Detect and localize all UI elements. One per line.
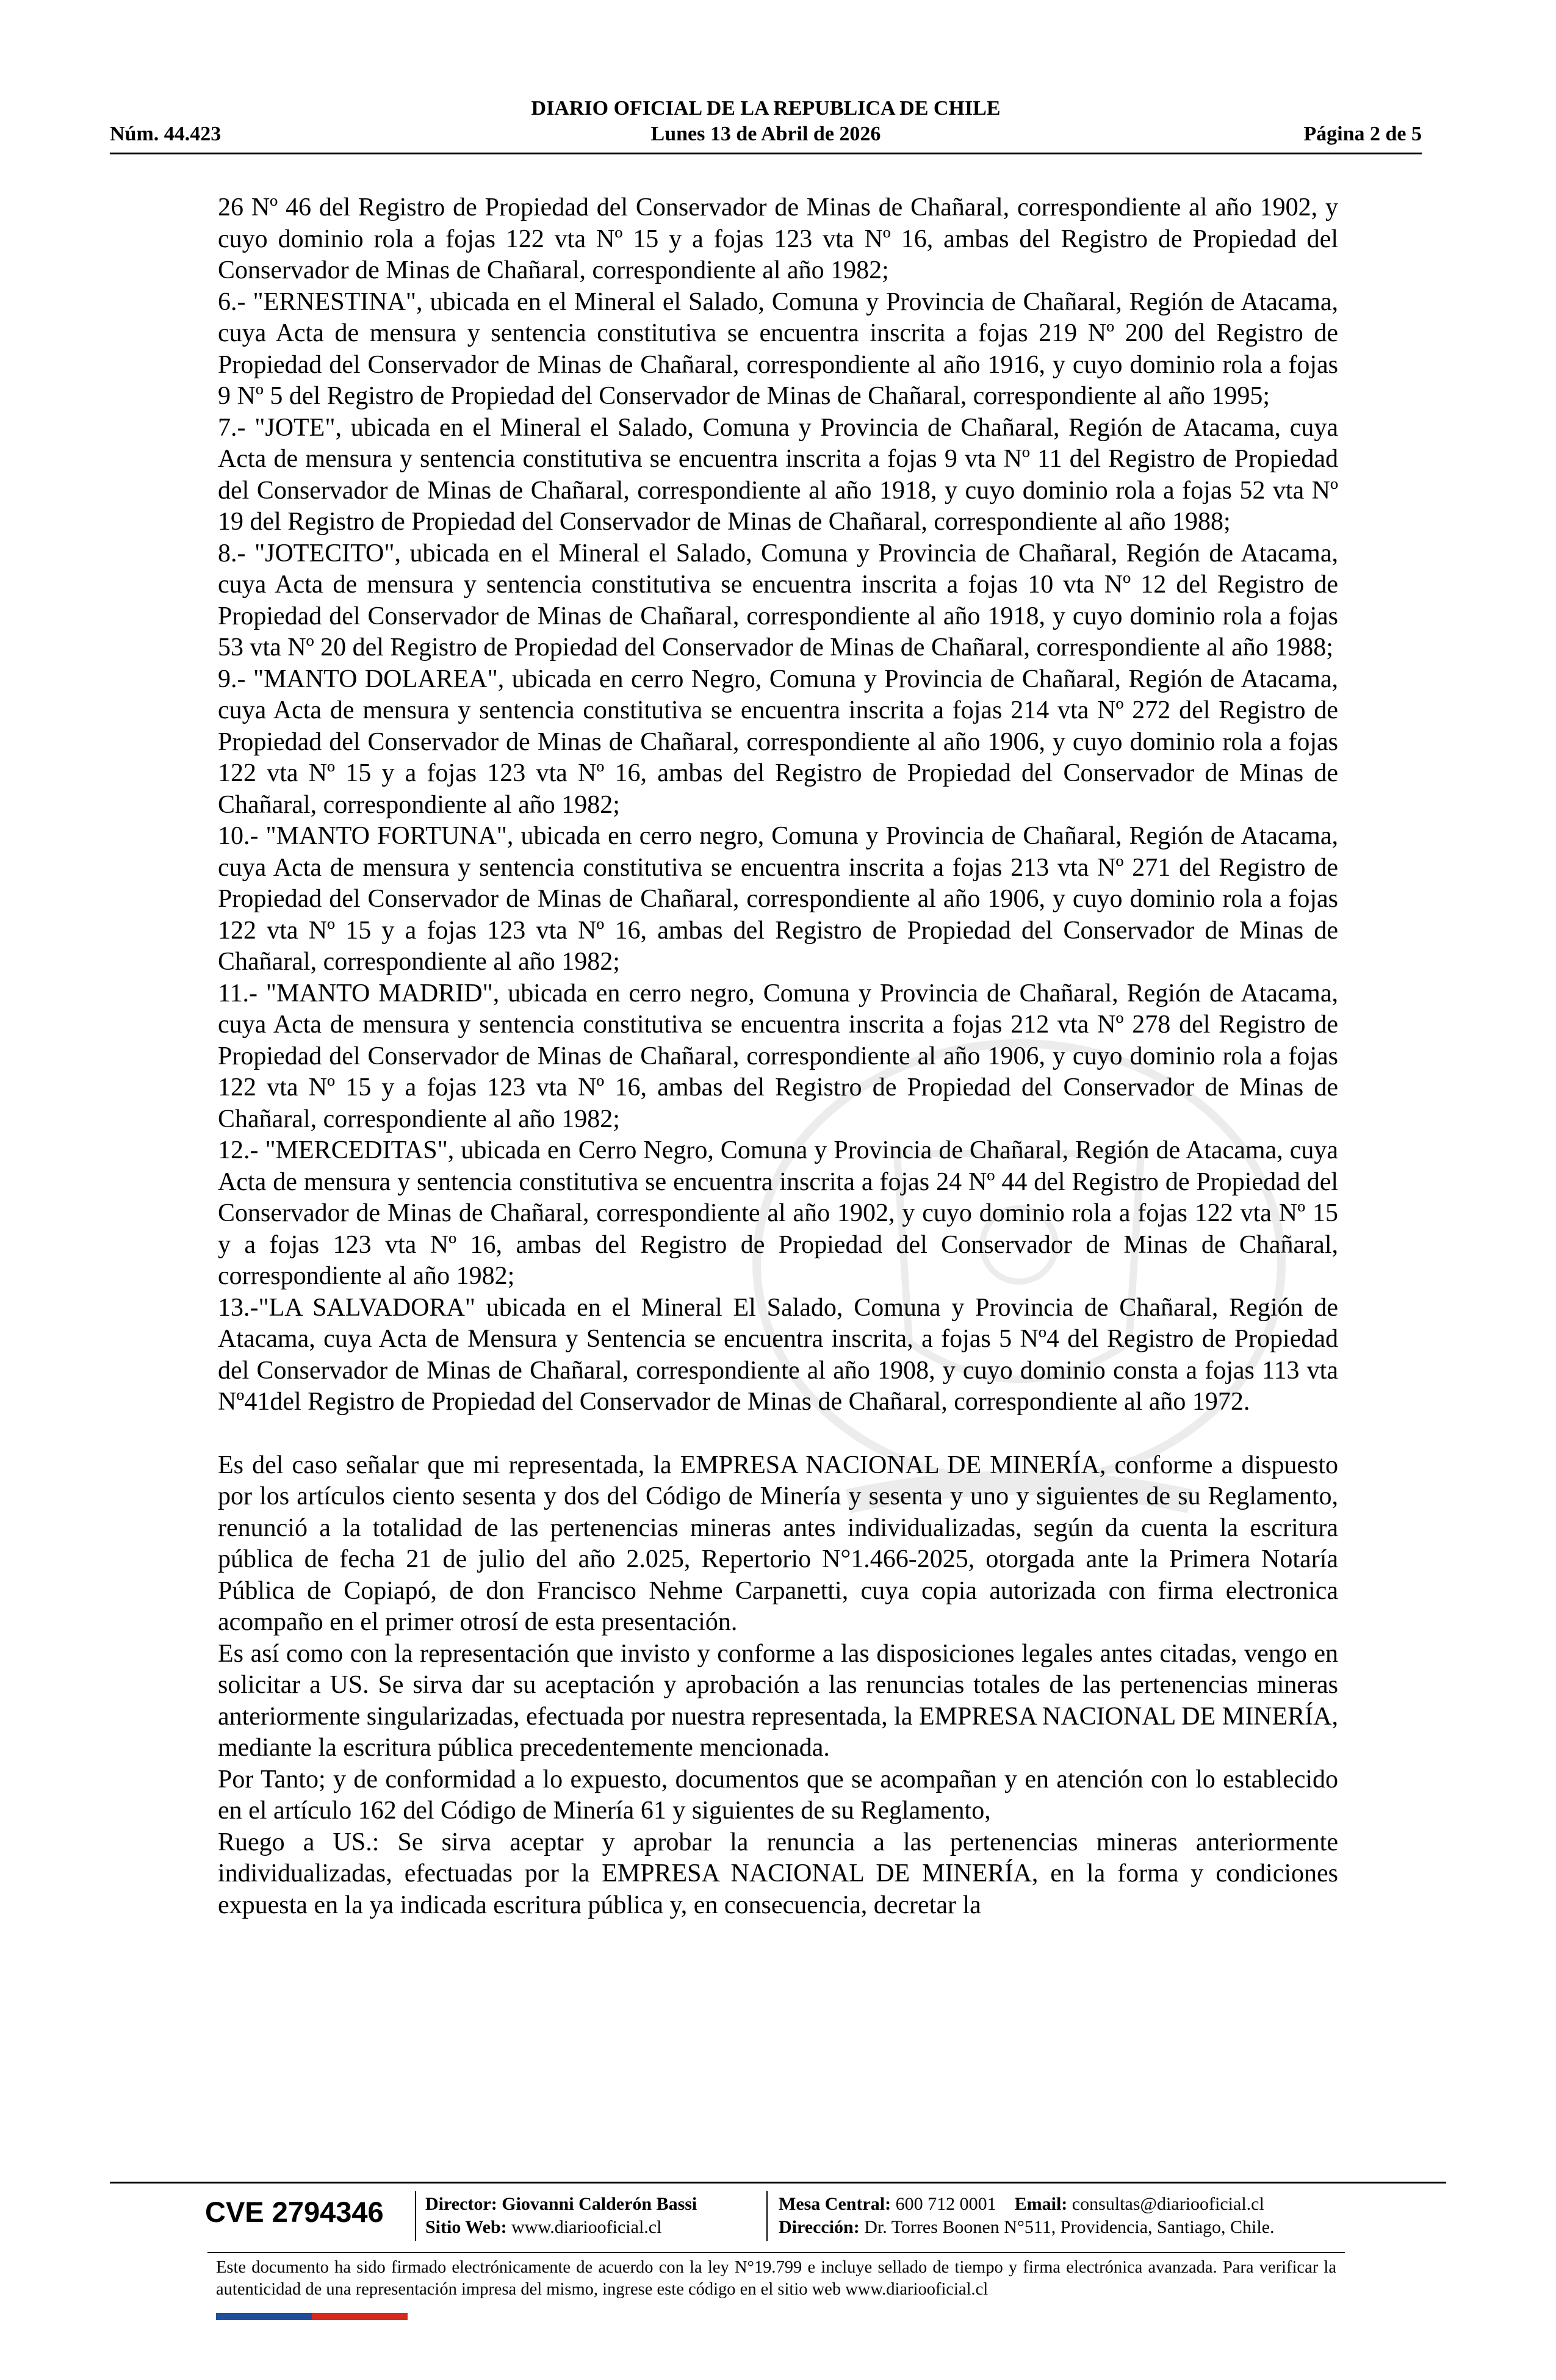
paragraph: 8.- "JOTECITO", ubicada en el Mineral el Salado, Comuna y Provincia de Chañaral, Región de Atacama, cuya Acta de mensura y sentencia constitutiva se encuentra inscrita a fojas 10 vta Nº 12 del Registro de Propiedad del Conservador de Minas de Chañaral, correspondiente al año 1918, y cuyo dominio rola a fojas 53 vta Nº 20 del Registro de Propiedad del Conservador de Minas de Chañaral, correspondiente al año 1988; bbox=[218, 539, 1338, 662]
page-indicator: Página 2 de 5 bbox=[1303, 123, 1422, 145]
contact-block bbox=[779, 2193, 1275, 2239]
footer-divider bbox=[110, 2182, 1446, 2183]
address-value: Dr. Torres Boonen N°511, Providencia, Santiago, Chile. bbox=[864, 2217, 1275, 2237]
footer-separator bbox=[766, 2191, 768, 2241]
mesa-phone: 600 712 0001 bbox=[895, 2194, 996, 2214]
paragraph: 7.- "JOTE", ubicada en el Mineral el Salado, Comuna y Provincia de Chañaral, Región de Atacama, cuya Acta de mensura y sentencia constitutiva se encuentra inscrita a fojas 9 vta Nº 11 del Registro de Propiedad del Conservador de Minas de Chañaral, correspondiente al año 1918, y cuyo dominio rola a fojas 52 vta Nº 19 del Registro de Propiedad del Conservador de Minas de Chañaral, correspondiente al año 1988; bbox=[218, 413, 1338, 536]
paragraph: 11.- "MANTO MADRID", ubicada en cerro negro, Comuna y Provincia de Chañaral, Región de Atacama, cuya Acta de mensura y sentencia constitutiva se encuentra inscrita a fojas 212 vta Nº 278 del Registro de Propiedad del Conservador de Minas de Chañaral, correspondiente al año 1906, y cuyo dominio rola a fojas 122 vta Nº 15 y a fojas 123 vta Nº 16, ambas del Registro de Propiedad del Conservador de Minas de Chañaral, correspondiente al año 1982; bbox=[218, 979, 1338, 1133]
paragraph: 9.- "MANTO DOLAREA", ubicada en cerro Negro, Comuna y Provincia de Chañaral, Región de Atacama, cuya Acta de mensura y sentencia constitutiva se encuentra inscrita a fojas 214 vta Nº 272 del Registro de Propiedad del Conservador de Minas de Chañaral, correspondiente al año 1906, y cuyo dominio rola a fojas 122 vta Nº 15 y a fojas 123 vta Nº 16, ambas del Registro de Propiedad del Conservador de Minas de Chañaral, correspondiente al año 1982; bbox=[218, 665, 1338, 819]
flag-red-segment bbox=[312, 2313, 408, 2320]
web-label: Sitio Web: bbox=[425, 2217, 507, 2237]
cve-code: CVE 2794346 bbox=[205, 2196, 384, 2228]
web-link[interactable]: www.diariooficial.cl bbox=[511, 2217, 662, 2237]
paragraph-spacer bbox=[218, 1418, 1338, 1450]
paragraph: 13.-"LA SALVADORA" ubicada en el Mineral El Salado, Comuna y Provincia de Chañaral, Región de Atacama, cuya Acta de Mensura y Sentencia se encuentra inscrita, a fojas 5 Nº4 del Registro de Propiedad del Conservador de Minas de Chañaral, correspondiente al año 1908, y cuyo dominio consta a fojas 113 vta Nº41del Registro de Propiedad del Conservador de Minas de Chañaral, correspondiente al año 1972. bbox=[218, 1293, 1338, 1416]
paragraph: Es así como con la representación que invisto y conforme a las disposiciones legales antes citadas, vengo en solicitar a US. Se sirva dar su aceptación y aprobación a las renuncias totales de las pertenencias mineras anteriormente singularizadas, efectuada por nuestra representada, la EMPRESA NACIONAL DE MINERÍA, mediante la escritura pública precedentemente mencionada. bbox=[218, 1639, 1338, 1762]
issue-date: Lunes 13 de Abril de 2026 bbox=[650, 123, 881, 145]
issue-number: Núm. 44.423 bbox=[110, 123, 222, 145]
footer-separator bbox=[415, 2191, 416, 2241]
footer-divider bbox=[207, 2252, 1345, 2253]
flag-stripe bbox=[216, 2313, 408, 2320]
signature-disclaimer: Este documento ha sido firmado electrónicamente de acuerdo con la ley N°19.799 e incluye sellado de tiempo y firma electrónica avanzada. Para verificar la autenticidad de una representación impresa del mismo, ingrese este código en el sitio web www.diariooficial.cl bbox=[216, 2258, 1336, 2299]
email-label: Email: bbox=[1014, 2194, 1068, 2214]
paragraph: 12.- "MERCEDITAS", ubicada en Cerro Negro, Comuna y Provincia de Chañaral, Región de Atacama, cuya Acta de mensura y sentencia constitutiva se encuentra inscrita a fojas 24 Nº 44 del Registro de Propiedad del Conservador de Minas de Chañaral, correspondiente al año 1902, y cuyo dominio rola a fojas 122 vta Nº 15 y a fojas 123 vta Nº 16, ambas del Registro de Propiedad del Conservador de Minas de Chañaral, correspondiente al año 1982; bbox=[218, 1136, 1338, 1290]
director-label: Director: bbox=[425, 2194, 497, 2214]
mesa-label: Mesa Central: bbox=[779, 2194, 891, 2214]
header-divider bbox=[110, 153, 1422, 154]
director-block bbox=[425, 2193, 697, 2239]
header-meta-row bbox=[110, 122, 1422, 146]
paragraph: 10.- "MANTO FORTUNA", ubicada en cerro negro, Comuna y Provincia de Chañaral, Región de Atacama, cuya Acta de mensura y sentencia constitutiva se encuentra inscrita a fojas 213 vta Nº 271 del Registro de Propiedad del Conservador de Minas de Chañaral, correspondiente al año 1906, y cuyo dominio rola a fojas 122 vta Nº 15 y a fojas 123 vta Nº 16, ambas del Registro de Propiedad del Conservador de Minas de Chañaral, correspondiente al año 1982; bbox=[218, 822, 1338, 976]
paragraph: Por Tanto; y de conformidad a lo expuesto, documentos que se acompañan y en atención con lo establecido en el artículo 162 del Código de Minería 61 y siguientes de su Reglamento, bbox=[218, 1765, 1338, 1825]
page-header bbox=[110, 96, 1422, 150]
email-link[interactable]: consultas@diariooficial.cl bbox=[1072, 2194, 1264, 2214]
address-label: Dirección: bbox=[779, 2217, 860, 2237]
flag-blue-segment bbox=[216, 2313, 312, 2320]
director-name: Giovanni Calderón Bassi bbox=[502, 2194, 697, 2214]
paragraph: 6.- "ERNESTINA", ubicada en el Mineral el Salado, Comuna y Provincia de Chañaral, Región de Atacama, cuya Acta de mensura y sentencia constitutiva se encuentra inscrita a fojas 219 Nº 200 del Registro de Propiedad del Conservador de Minas de Chañaral, correspondiente al año 1916, y cuyo dominio rola a fojas 9 Nº 5 del Registro de Propiedad del Conservador de Minas de Chañaral, correspondiente al año 1995; bbox=[218, 287, 1338, 410]
paragraph: Es del caso señalar que mi representada, la EMPRESA NACIONAL DE MINERÍA, conforme a dispuesto por los artículos ciento sesenta y dos del Código de Minería y sesenta y uno y siguientes de su Reglamento, renunció a la totalidad de las pertenencias mineras antes individualizadas, según da cuenta la escritura pública de fecha 21 de julio del año 2.025, Repertorio N°1.466-2025, otorgada ante la Primera Notaría Pública de Copiapó, de don Francisco Nehme Carpanetti, cuya copia autorizada con firma electronica acompaño en el primer otrosí de esta presentación. bbox=[218, 1451, 1338, 1636]
gazette-title: DIARIO OFICIAL DE LA REPUBLICA DE CHILE bbox=[531, 97, 1001, 120]
document-body bbox=[218, 192, 1338, 1921]
paragraph: 26 Nº 46 del Registro de Propiedad del Conservador de Minas de Chañaral, correspondiente al año 1902, y cuyo dominio rola a fojas 122 vta Nº 15 y a fojas 123 vta Nº 16, ambas del Registro de Propiedad del Conservador de Minas de Chañaral, correspondiente al año 1982; bbox=[218, 193, 1338, 284]
paragraph: Ruego a US.: Se sirva aceptar y aprobar la renuncia a las pertenencias mineras anteriormente individualizadas, efectuadas por la EMPRESA NACIONAL DE MINERÍA, en la forma y condiciones expuesta en la ya indicada escritura pública y, en consecuencia, decretar la bbox=[218, 1828, 1338, 1919]
